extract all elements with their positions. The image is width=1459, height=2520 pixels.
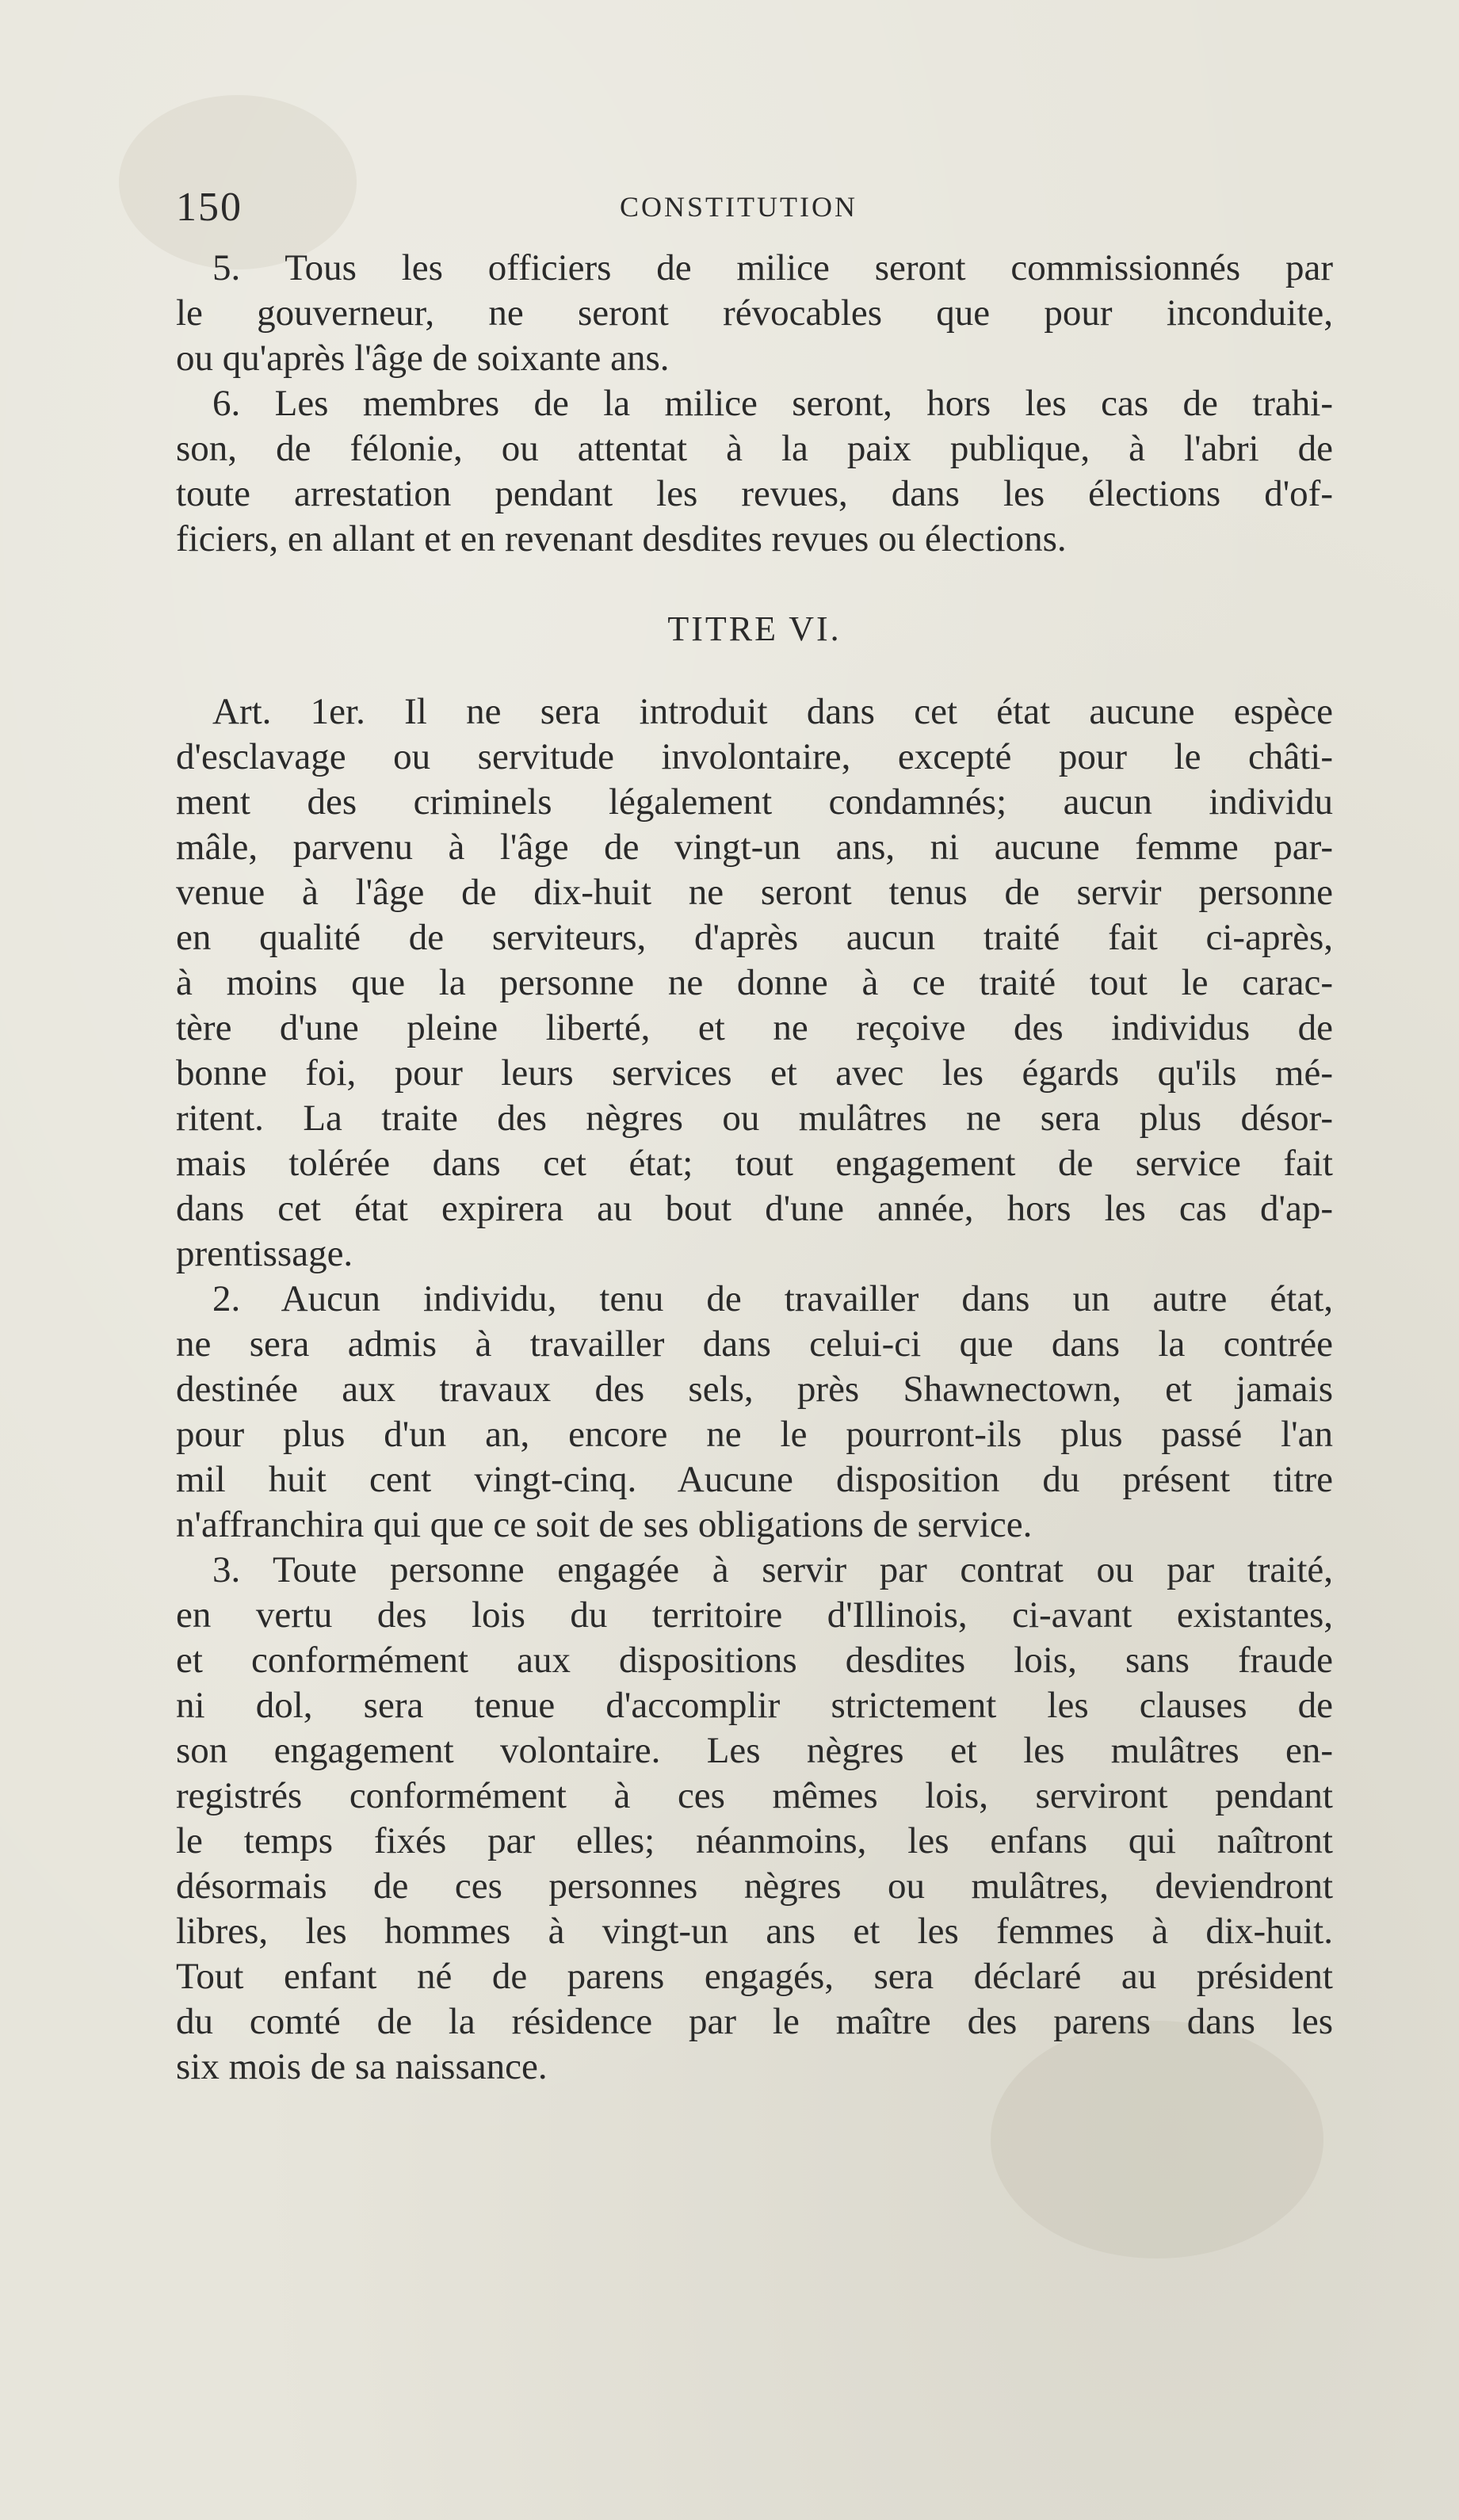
text-line: 2. Aucun individu, tenu de travailler dans un autre état, bbox=[212, 1278, 1333, 1319]
text-line: ou qu'après l'âge de soixante ans. bbox=[176, 338, 670, 379]
text-line: Tout enfant né de parens engagés, sera déclaré au président bbox=[176, 1956, 1333, 1997]
text-line: en qualité de serviteurs, d'après aucun traité fait ci-après, bbox=[176, 917, 1333, 958]
page-number: 150 bbox=[176, 185, 243, 230]
text-line: d'esclavage ou servitude involontaire, excepté pour le châti- bbox=[176, 736, 1333, 777]
text-line: 3. Toute personne engagée à servir par contrat ou par traité, bbox=[212, 1549, 1333, 1590]
text-line: mais tolérée dans cet état; tout engagement de service fait bbox=[176, 1143, 1333, 1184]
text-line: son engagement volontaire. Les nègres et les mulâtres en- bbox=[176, 1730, 1333, 1771]
text-line: ne sera admis à travailler dans celui-ci que dans la contrée bbox=[176, 1323, 1333, 1365]
text-line: prentissage. bbox=[176, 1233, 353, 1274]
text-line: dans cet état expirera au bout d'une année, hors les cas d'ap- bbox=[176, 1188, 1333, 1229]
text-line: à moins que la personne ne donne à ce traité tout le carac- bbox=[176, 962, 1333, 1003]
text-line: six mois de sa naissance. bbox=[176, 2046, 548, 2087]
text-line: ritent. La traite des nègres ou mulâtres ne sera plus désor- bbox=[176, 1098, 1333, 1139]
text-line: en vertu des lois du territoire d'Illinois, ci-avant existantes, bbox=[176, 1594, 1333, 1636]
page-header bbox=[176, 184, 1333, 231]
title-vi-paragraphs bbox=[176, 689, 1333, 2090]
text-line: toute arrestation pendant les revues, dans les élections d'of- bbox=[176, 473, 1333, 514]
text-line: ment des criminels légalement condamnés; aucun individu bbox=[176, 781, 1333, 823]
paper-stain bbox=[119, 95, 357, 269]
text-line: pour plus d'un an, encore ne le pourront-ils plus passé l'an bbox=[176, 1414, 1333, 1455]
text-line: 5. Tous les officiers de milice seront commissionnés par bbox=[212, 247, 1333, 288]
text-line: tère d'une pleine liberté, et ne reçoive des individus de bbox=[176, 1007, 1333, 1048]
text-line: du comté de la résidence par le maître des parens dans les bbox=[176, 2001, 1333, 2042]
text-line: mâle, parvenu à l'âge de vingt-un ans, ni aucune femme par- bbox=[176, 827, 1333, 868]
text-line: mil huit cent vingt-cinq. Aucune disposition du présent titre bbox=[176, 1459, 1333, 1500]
section-title: TITRE VI. bbox=[667, 609, 842, 648]
text-line: 6. Les membres de la milice seront, hors les cas de trahi- bbox=[212, 383, 1333, 424]
text-line: ficiers, en allant et en revenant desdites revues ou élections. bbox=[176, 518, 1067, 559]
text-line: destinée aux travaux des sels, près Shawnectown, et jamais bbox=[176, 1369, 1333, 1410]
text-line: bonne foi, pour leurs services et avec les égards qu'ils mé- bbox=[176, 1052, 1333, 1094]
text-line: désormais de ces personnes nègres ou mulâtres, deviendront bbox=[176, 1865, 1333, 1907]
text-line: ni dol, sera tenue d'accomplir strictement les clauses de bbox=[176, 1685, 1333, 1726]
text-line: venue à l'âge de dix-huit ne seront tenus de servir personne bbox=[176, 872, 1333, 913]
text-line: le temps fixés par elles; néanmoins, les enfans qui naîtront bbox=[176, 1820, 1333, 1861]
running-title: CONSTITUTION bbox=[620, 191, 857, 223]
text-line: n'affranchira qui que ce soit de ses obligations de service. bbox=[176, 1504, 1033, 1545]
text-line: libres, les hommes à vingt-un ans et les femmes à dix-huit. bbox=[176, 1911, 1333, 1952]
text-line: le gouverneur, ne seront révocables que pour inconduite, bbox=[176, 292, 1333, 334]
text-line: Art. 1er. Il ne sera introduit dans cet état aucune espèce bbox=[212, 691, 1333, 732]
text-line: son, de félonie, ou attentat à la paix publique, à l'abri de bbox=[176, 428, 1333, 469]
text-line: et conformément aux dispositions desdites lois, sans fraude bbox=[176, 1640, 1333, 1681]
militia-paragraphs bbox=[176, 246, 1333, 562]
text-line: registrés conformément à ces mêmes lois, serviront pendant bbox=[176, 1775, 1333, 1816]
